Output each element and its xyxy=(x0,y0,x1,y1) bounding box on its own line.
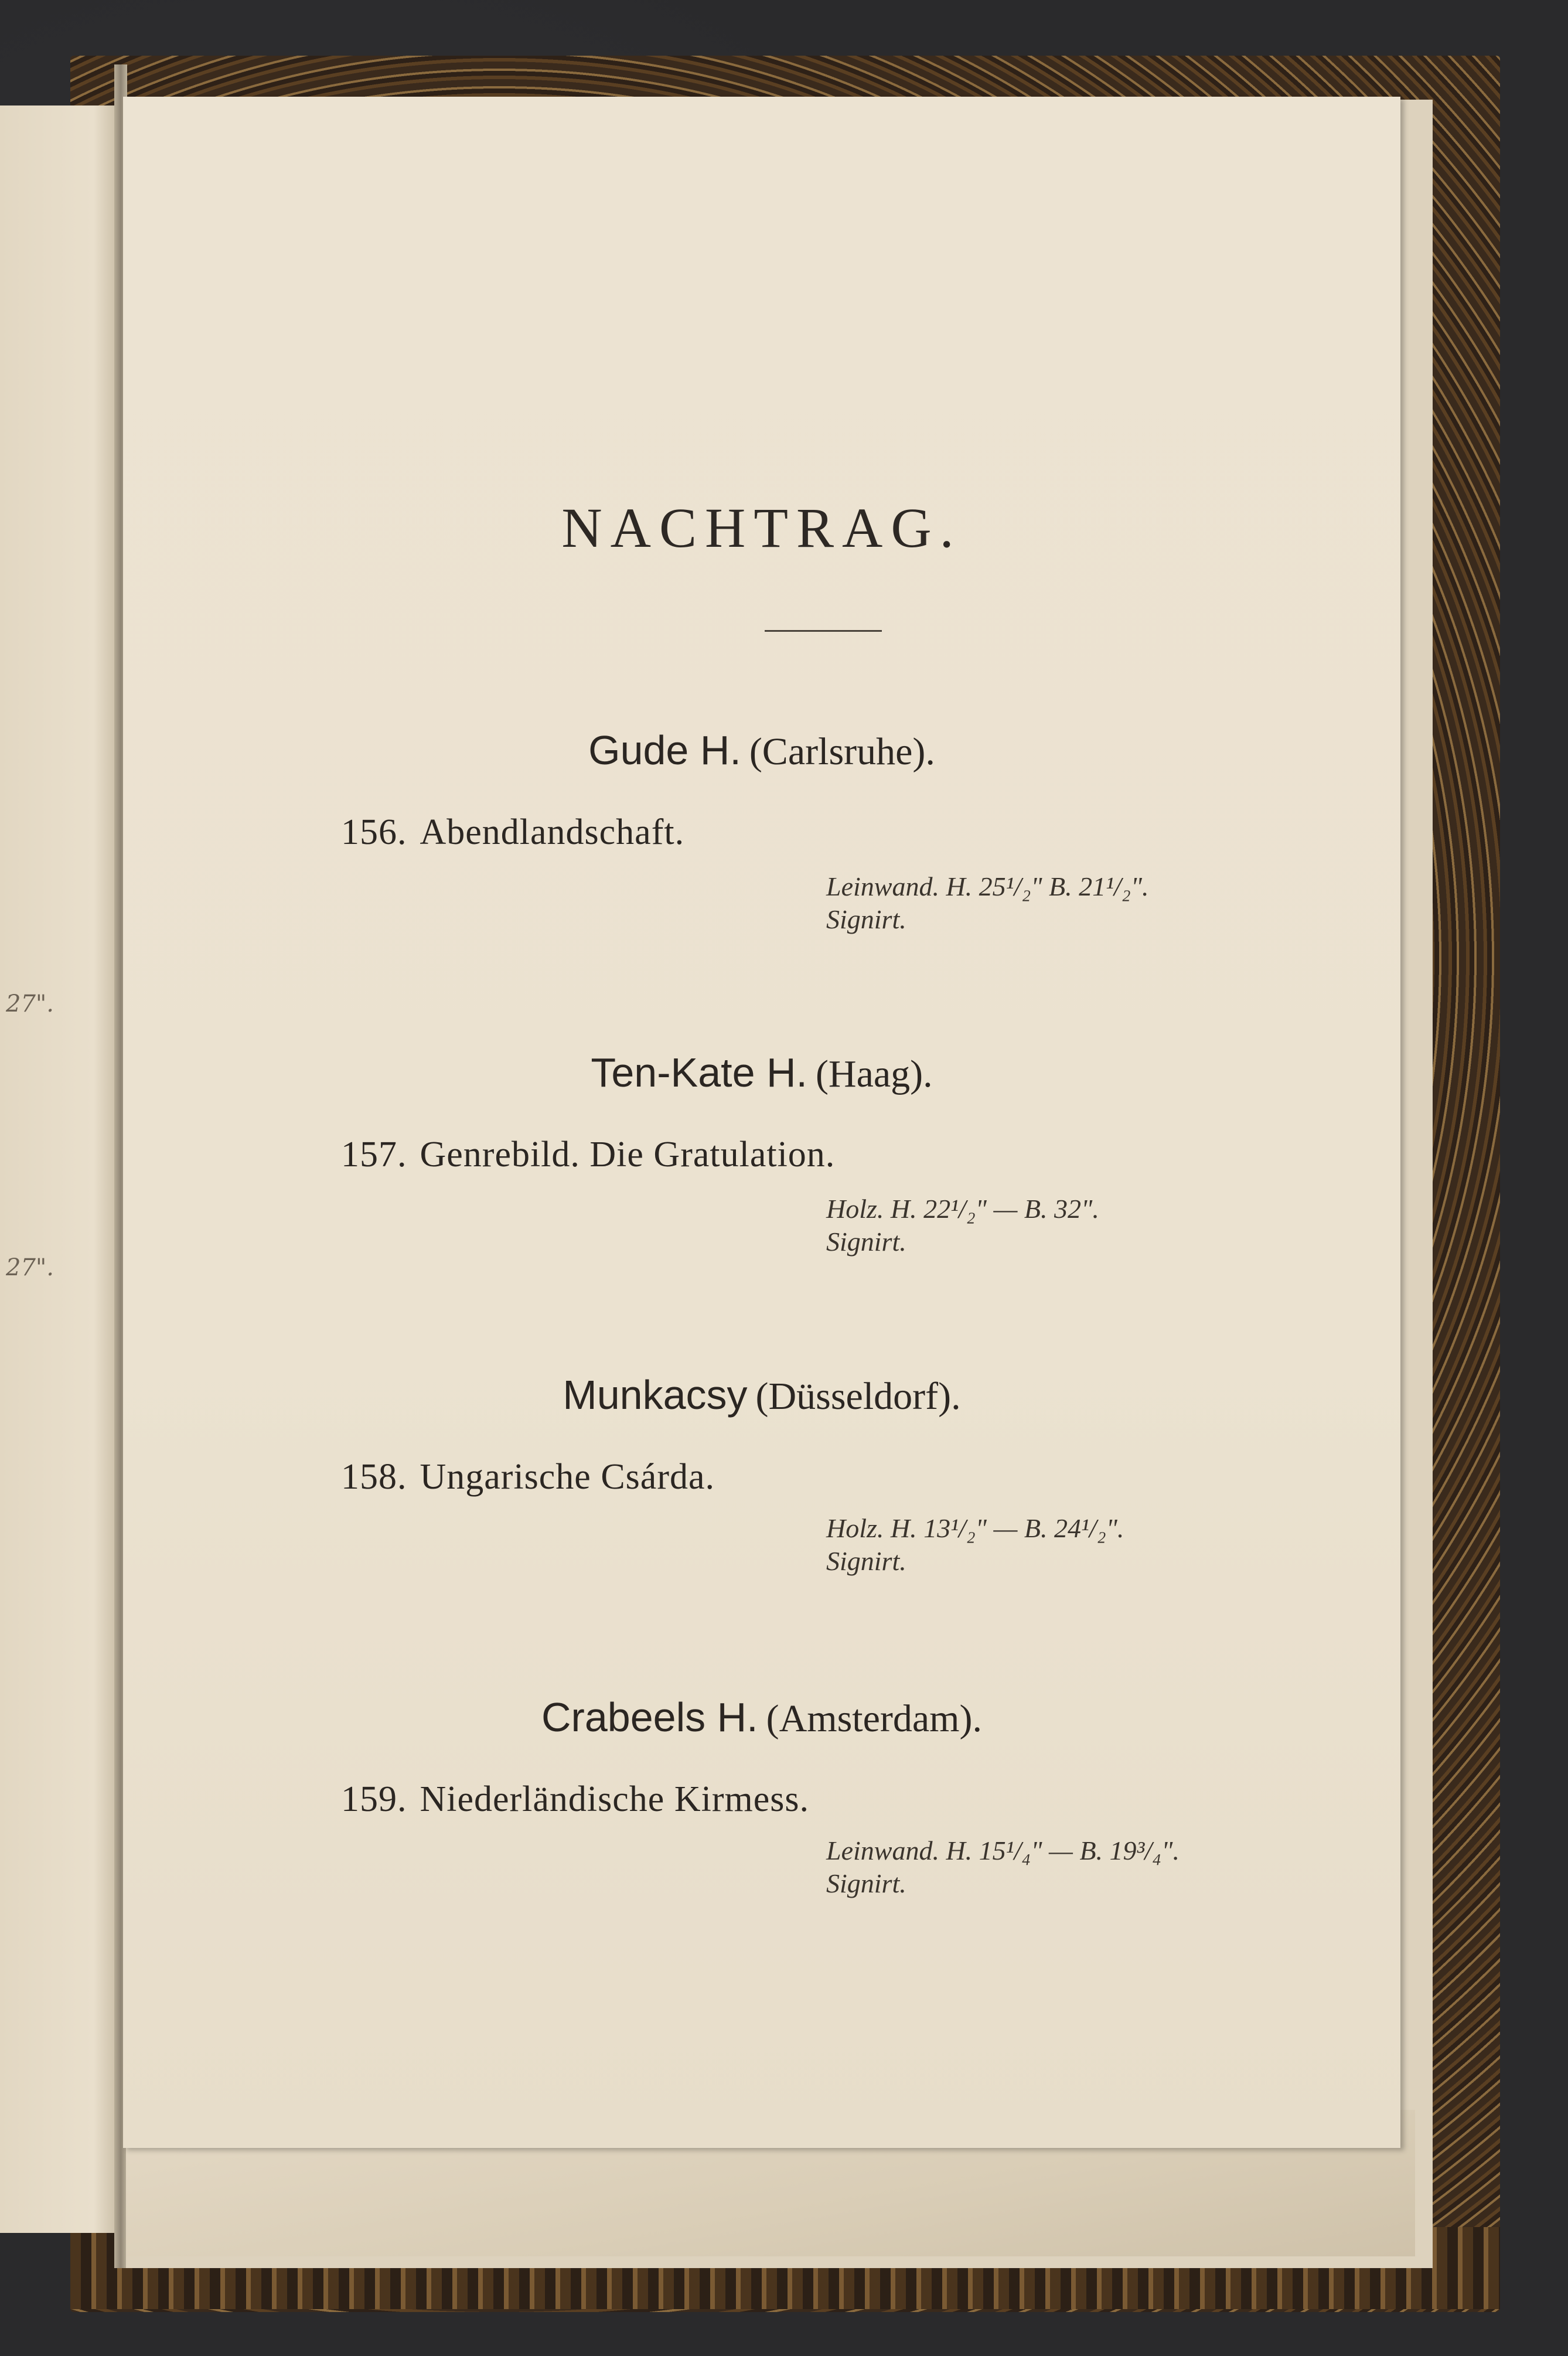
entry-number: 157. xyxy=(341,1135,407,1174)
left-page-mark: 27". xyxy=(6,1254,54,1281)
entry-details xyxy=(826,1193,1099,1258)
title-divider xyxy=(765,630,882,632)
artist-heading xyxy=(123,727,1400,774)
artist-name: Ten-Kate H. xyxy=(591,1050,807,1095)
artist-name: Munkacsy xyxy=(563,1372,748,1418)
entry-details xyxy=(826,870,1149,936)
entry-note: Signirt. xyxy=(826,1227,906,1257)
catalog-entry xyxy=(341,812,684,853)
entry-dimensions: Holz. H. 22¹/₂" — B. 32". xyxy=(826,1194,1099,1224)
entry-number: 159. xyxy=(341,1779,407,1819)
entry-details xyxy=(826,1512,1124,1578)
entry-details xyxy=(826,1834,1180,1900)
artist-heading xyxy=(123,1371,1400,1419)
catalog-entry xyxy=(341,1134,835,1176)
artist-heading xyxy=(123,1049,1400,1097)
entry-title: Genrebild. Die Gratulation. xyxy=(420,1135,836,1174)
catalog-page xyxy=(123,97,1400,2148)
artist-place: (Haag). xyxy=(815,1053,933,1095)
artist-place: (Düsseldorf). xyxy=(755,1375,961,1418)
artist-name: Crabeels H. xyxy=(541,1694,758,1740)
entry-dimensions: Holz. H. 13¹/₂" — B. 24¹/₂". xyxy=(826,1513,1124,1543)
entry-title: Niederländische Kirmess. xyxy=(420,1779,809,1819)
entry-number: 158. xyxy=(341,1457,407,1497)
artist-place: (Amsterdam). xyxy=(766,1697,982,1740)
catalog-entry xyxy=(341,1779,809,1820)
left-page-mark: 27". xyxy=(6,990,54,1017)
page-title: NACHTRAG. xyxy=(561,496,962,559)
entry-title: Abendlandschaft. xyxy=(420,812,685,852)
artist-place: (Carlsruhe). xyxy=(749,730,935,773)
artist-name: Gude H. xyxy=(588,727,741,773)
catalog-entry xyxy=(341,1456,715,1498)
entry-title: Ungarische Csárda. xyxy=(420,1457,715,1497)
entry-dimensions: Leinwand. H. 15¹/₄" — B. 19³/₄". xyxy=(826,1836,1180,1865)
entry-dimensions: Leinwand. H. 25¹/₂" B. 21¹/₂". xyxy=(826,871,1149,901)
left-page xyxy=(0,105,117,2233)
entry-note: Signirt. xyxy=(826,904,906,934)
entry-note: Signirt. xyxy=(826,1868,906,1898)
entry-number: 156. xyxy=(341,812,407,852)
artist-heading xyxy=(123,1694,1400,1741)
entry-note: Signirt. xyxy=(826,1546,906,1576)
